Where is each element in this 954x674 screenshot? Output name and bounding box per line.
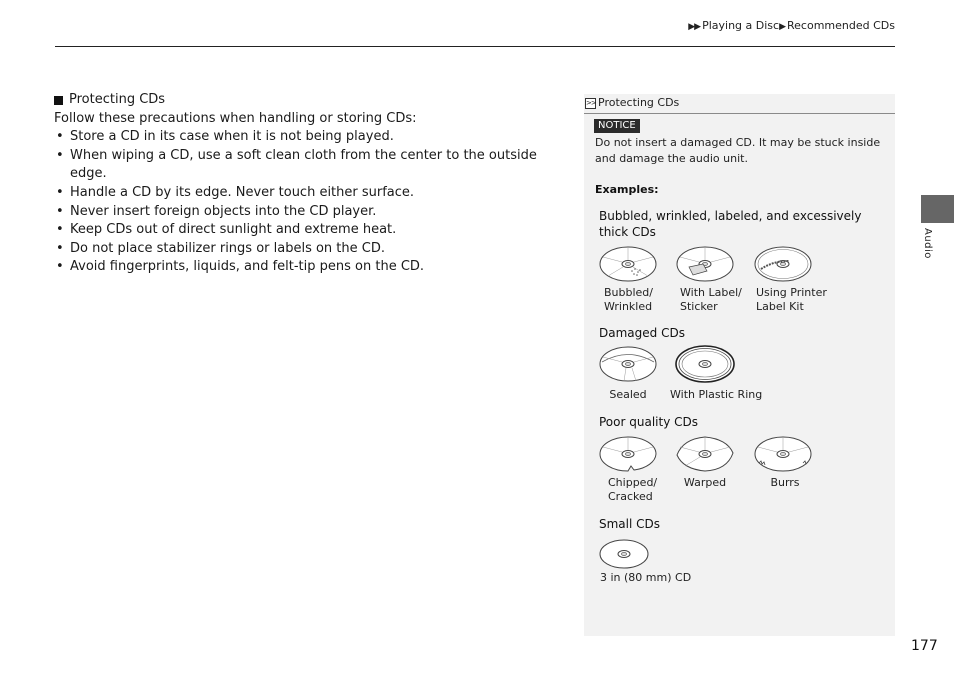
cd-with-label-icon bbox=[675, 245, 735, 283]
intro-text: Follow these precautions when handling or storing CDs: bbox=[54, 110, 417, 126]
cd-printer-label-icon bbox=[753, 245, 813, 283]
section-tab[interactable] bbox=[921, 195, 954, 223]
section-heading bbox=[54, 91, 574, 110]
category-title: Bubbled, wrinkled, labeled, and excessively thick CDs bbox=[599, 209, 862, 239]
cd-caption: With Plastic Ring bbox=[670, 388, 763, 401]
examples-label: Examples: bbox=[595, 183, 659, 196]
category-title: Poor quality CDs bbox=[599, 415, 698, 429]
list-item: • When wiping a CD, use a soft clean cloth from the center to the outside edge. bbox=[54, 147, 574, 184]
side-panel-title bbox=[584, 95, 895, 114]
side-panel bbox=[584, 94, 895, 636]
square-bullet-icon bbox=[54, 96, 63, 105]
header-rule bbox=[55, 46, 895, 47]
cd-caption: With Label/ Sticker bbox=[680, 286, 742, 313]
reference-arrow-icon: >> bbox=[586, 99, 596, 107]
notice-badge: NOTICE bbox=[594, 119, 640, 133]
list-item: • Never insert foreign objects into the CD player. bbox=[54, 203, 574, 222]
cd-caption: Chipped/ Cracked bbox=[608, 476, 658, 503]
cd-bubbled-icon bbox=[598, 245, 658, 283]
cd-plastic-ring-icon bbox=[675, 345, 735, 383]
main-content bbox=[54, 91, 574, 277]
cd-sealed-icon bbox=[598, 345, 658, 383]
list-item: • Handle a CD by its edge. Never touch either surface. bbox=[54, 184, 574, 203]
cd-burrs-icon bbox=[753, 435, 813, 473]
category-title: Small CDs bbox=[599, 517, 661, 531]
cd-caption: Bubbled/ Wrinkled bbox=[604, 286, 653, 313]
double-arrow-icon: ▶▶ bbox=[688, 22, 701, 32]
arrow-icon: ▶ bbox=[779, 22, 786, 32]
list-item: • Avoid fingerprints, liquids, and felt-tip pens on the CD. bbox=[54, 258, 574, 277]
category-title: Damaged CDs bbox=[599, 326, 685, 340]
list-item: • Store a CD in its case when it is not being played. bbox=[54, 128, 574, 147]
section-heading-text: Protecting CDs bbox=[69, 92, 166, 107]
cd-caption: 3 in (80 mm) CD bbox=[600, 571, 692, 584]
list-item: • Keep CDs out of direct sunlight and extreme heat. bbox=[54, 221, 574, 240]
page-number: 177 bbox=[911, 638, 938, 654]
side-panel-title-text: Protecting CDs bbox=[598, 96, 680, 109]
cd-caption: Warped bbox=[683, 476, 727, 489]
section-tab-label: Audio bbox=[922, 228, 933, 259]
breadcrumb-item-2[interactable]: Recommended CDs bbox=[787, 19, 895, 32]
cd-caption: Sealed bbox=[609, 388, 647, 401]
precautions-list bbox=[54, 128, 574, 277]
cd-chipped-icon bbox=[598, 435, 658, 473]
breadcrumb-item-1[interactable]: Playing a Disc bbox=[702, 19, 780, 32]
notice-text: Do not insert a damaged CD. It may be stuck inside and damage the audio unit. bbox=[595, 136, 881, 165]
cd-caption: Using Printer Label Kit bbox=[756, 286, 827, 313]
list-item: • Do not place stabilizer rings or labels on the CD. bbox=[54, 240, 574, 259]
cd-caption: Burrs bbox=[770, 476, 800, 489]
breadcrumb bbox=[688, 19, 895, 32]
cd-small-icon bbox=[598, 537, 650, 571]
cd-warped-icon bbox=[675, 435, 735, 473]
